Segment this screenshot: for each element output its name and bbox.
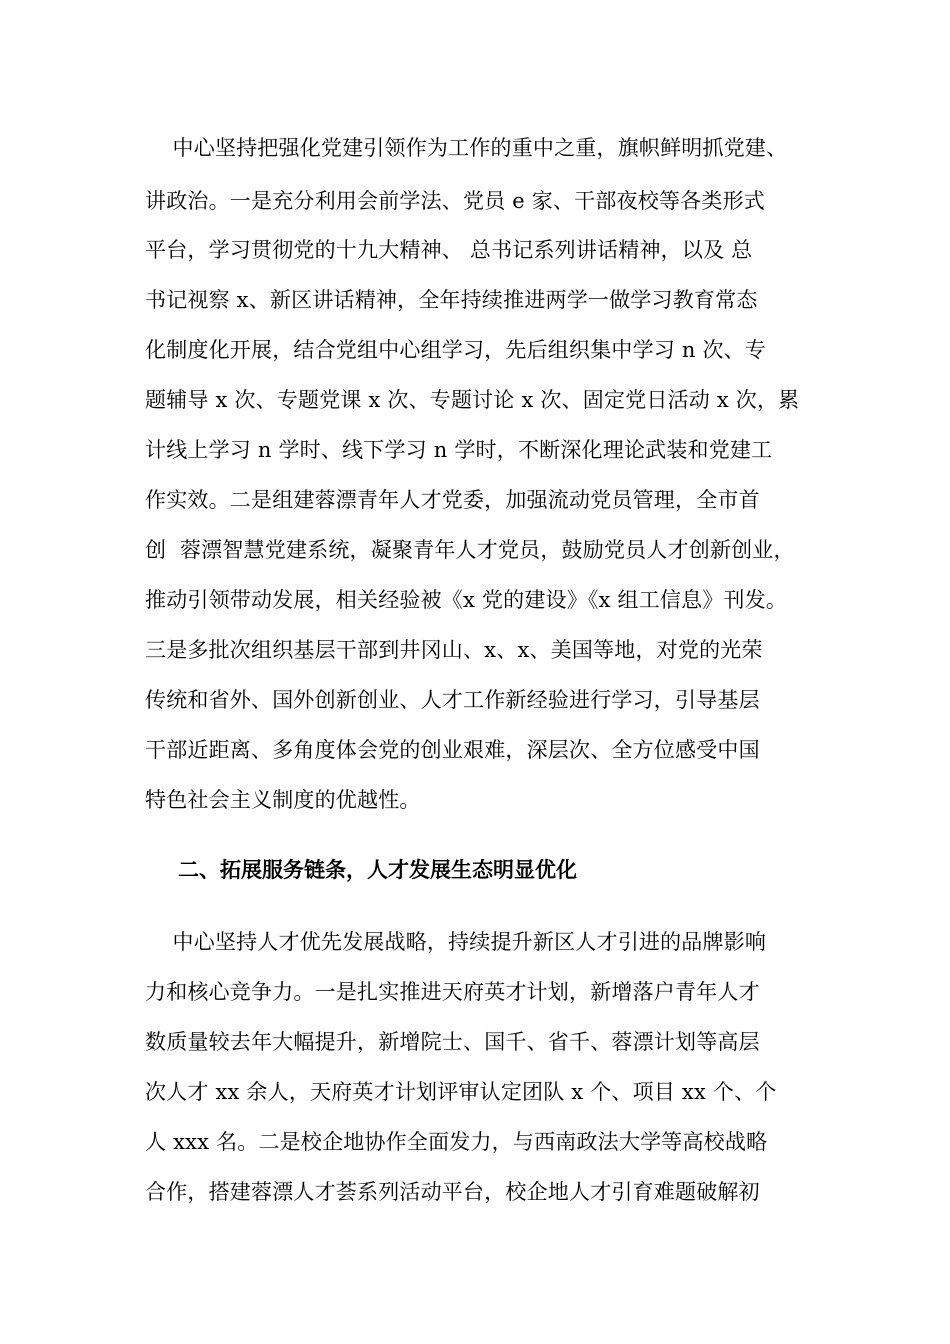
paragraph1-line-4: 书记视察 x、新区讲话精神，全年持续推进两学一做学习教育常态	[145, 288, 758, 312]
paragraph1-line-11: 三是多批次组织基层干部到井冈山、x、x、美国等地，对党的光荣	[145, 638, 763, 662]
paragraph2-line-1: 中心坚持人才优先发展战略，持续提升新区人才引进的品牌影响	[145, 930, 767, 954]
paragraph1-line-9: 创 蓉漂智慧党建系统，凝聚青年人才党员，鼓励党员人才创新创业，	[145, 538, 795, 562]
paragraph1-line-2: 讲政治。一是充分利用会前学法、党员 e 家、干部夜校等各类形式	[145, 189, 765, 213]
paragraph2-line-6: 合作，搭建蓉漂人才荟系列活动平台，校企地人才引育难题破解初	[145, 1180, 760, 1204]
paragraph2-line-5: 人 xxx 名。二是校企地协作全面发力，与西南政法大学等高校战略	[145, 1130, 768, 1154]
paragraph1-line-10: 推动引领带动发展，相关经验被《x 党的建设》《x 组工信息》刊发。	[145, 588, 788, 612]
paragraph1-line-14: 特色社会主义制度的优越性。	[145, 788, 421, 812]
paragraph1-line-1: 中心坚持把强化党建引领作为工作的重中之重，旗帜鲜明抓党建、	[145, 136, 788, 160]
paragraph1-line-7: 计线上学习 n 学时、线下学习 n 学时，不断深化理论武装和党建工	[145, 438, 773, 462]
paragraph1-line-12: 传统和省外、国外创新创业、人才工作新经验进行学习，引导基层	[145, 688, 760, 712]
paragraph2-line-4: 次人才 xx 余人，天府英才计划评审认定团队 x 个、项目 xx 个、个	[145, 1080, 777, 1104]
section-heading: 二、拓展服务链条，人才发展生态明显优化	[178, 857, 577, 882]
paragraph1-line-13: 干部近距离、多角度体会党的创业艰难，深层次、全方位感受中国	[145, 738, 760, 762]
paragraph1-line-6: 题辅导 x 次、专题党课 x 次、专题讨论 x 次、固定党日活动 x 次，累	[145, 388, 800, 412]
paragraph1-line-8: 作实效。二是组建蓉漂青年人才党委，加强流动党员管理，全市首	[145, 488, 760, 512]
paragraph2-line-2: 力和核心竞争力。一是扎实推进天府英才计划，新增落户青年人才	[145, 980, 760, 1004]
paragraph1-line-5: 化制度化开展，结合党组中心组学习，先后组织集中学习 n 次、专	[145, 338, 767, 362]
paragraph1-line-3: 平台，学习贯彻党的十九大精神、 总书记系列讲话精神，以及 总	[145, 238, 753, 262]
paragraph2-line-3: 数质量较去年大幅提升，新增院士、国千、省千、蓉漂计划等高层	[145, 1030, 760, 1054]
